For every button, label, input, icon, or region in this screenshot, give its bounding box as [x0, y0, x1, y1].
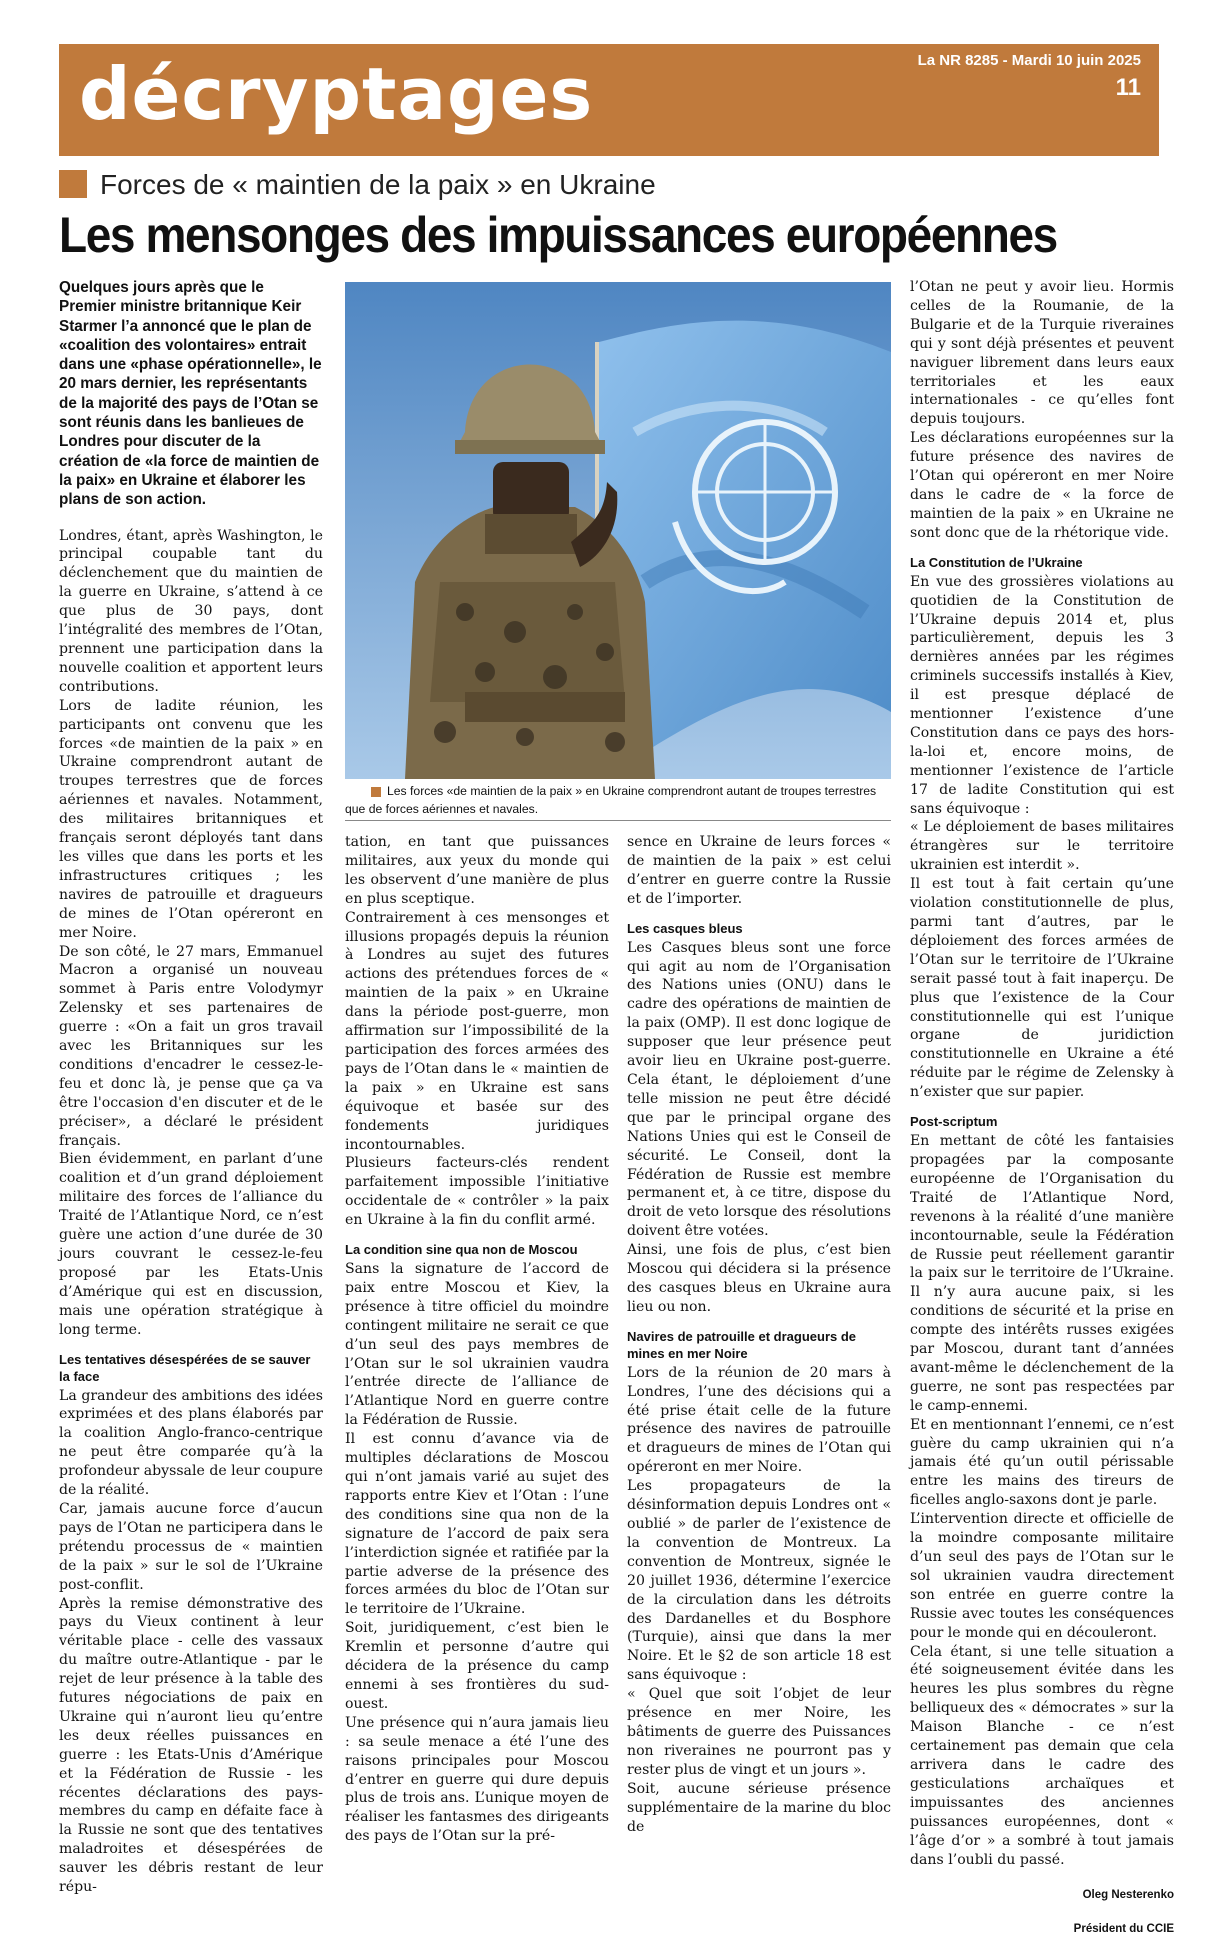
- article-paragraph: Cela étant, si une telle situation a été soigneusement évitée dans les heures les plus sombres du règne belliqueux des « démocrates » sur la Maison Blanche - ce n’est certainement pas demain que cela arrivera dans le cadre des gesticulations archaïques et impuissantes des anciennes puissances européennes, dont « l’âge d’or » a sombré à tout jamais dans l’oubli du passé.: [910, 1643, 1174, 1868]
- article-paragraph: De son côté, le 27 mars, Emmanuel Macron a organisé un nouveau sommet à Paris entre Volodymyr Zelensky et ses partenaires de guerre : «On a fait un gros travail avec les Britanniques sur les conditions d'encadrer le cessez-le-feu et donc là, je pense que ça va être l'occasion d'en discuter et de le préciser», a déclaré le président français.: [59, 943, 323, 1149]
- article-paragraph: Londres, étant, après Washington, le principal coupable tant du déclenchement que du maintien de la guerre en Ukraine, s’attend à ce que plus de 30 pays, dont l’intégralité des membres de l’Otan, prennent une participation dans la nouvelle coalition et apportent leurs contributions.: [59, 527, 323, 695]
- article-paragraph: « Quel que soit l’objet de leur présence en mer Noire, les bâtiments de guerre des Puissances non riveraines ne pourront pas y rester plus de vingt et un jours ».: [627, 1686, 891, 1778]
- article-paragraph: Les déclarations européennes sur la future présence des navires de l’Otan qui opéreront en mer Noire dans le cadre de « la force de maintien de la paix » en Ukraine ne sont donc que de la rhétorique vide.: [910, 430, 1174, 541]
- photo-peacekeeper: [345, 282, 891, 779]
- article-paragraph: Les Casques bleus sont une force qui agit au nom de l’Organisation des Nations unies (ONU) dans le cadre des opérations de maintien de la paix (OMP). Il est donc logique de supposer que leur présence peut avoir lieu en Ukraine post-guerre. Cela étant, le déploiement d’une telle mission ne peut être décidé que par le principal organe des Nations Unies qui est le Conseil de sécurité. Le Conseil, dont la Fédération de Russie est membre permanent et, à ce titre, dispose du droit de veto lorsque des résolutions doivent être votées.: [627, 939, 891, 1240]
- article-paragraph: Sans la signature de l’accord de paix entre Moscou et Kiev, la présence à titre officiel du moindre contingent militaire ne serait ce que d’un seul des pays membres de l’Otan sur le sol ukrainien vaudra l’entrée directe de l’alliance de l’Atlantique Nord en guerre contre la Fédération de Russie.: [345, 1261, 609, 1429]
- article-paragraph: Contrairement à ces mensonges et illusions propagés depuis la réunion à Londres au sujet des futures actions des prétendues forces de « maintien de la paix » en Ukraine dans la période post-guerre, mon affirmation sur l’impossibilité de la participation des forces armées des pays de l’Otan dans le « maintien de la paix » en Ukraine est sans équivoque et basée sur des fondements juridiques incontournables.: [345, 909, 609, 1153]
- rubric-title: décryptages: [79, 52, 594, 136]
- article-paragraph: « Le déploiement de bases militaires étrangères sur le territoire ukrainien est interdit ».: [910, 819, 1174, 874]
- section-heading: Post-scriptum: [910, 1114, 998, 1130]
- article-paragraph: Soit, aucune sérieuse présence supplémentaire de la marine du bloc de: [627, 1780, 891, 1835]
- article-paragraph: Ainsi, une fois de plus, c’est bien Moscou qui décidera si la présence des casques bleus en Ukraine aura lieu ou non.: [627, 1242, 891, 1315]
- kicker: Forces de « maintien de la paix » en Ukraine: [100, 169, 656, 200]
- article-paragraph: Il est connu d’avance via de multiples déclarations de Moscou qui n’ont jamais varié au sujet des rapports entre Kiev et l’Otan : l’une des conditions sine qua non de la signature de l’accord de paix sera l’interdiction signée et ratifiée par la partie adverse de la présence des forces armées du bloc de l’Otan sur le territoire de l’Ukraine.: [345, 1431, 609, 1618]
- article-paragraph: L’intervention directe et officielle de la moindre composante militaire d’un seul des pays de l’Otan sur le sol ukrainien vaudra directement son entrée en guerre contre la Russie avec toutes les conséquences pour le monde qui en découleront.: [910, 1511, 1174, 1641]
- article-paragraph: Soit, juridiquement, c’est bien le Kremlin et personne d’autre qui décidera de la présence du camp ennemi à ses frontières du sud-ouest.: [345, 1620, 609, 1712]
- article-paragraph: Les propagateurs de la désinformation depuis Londres ont « oublié » de parler de l’existence de la convention de Montreux. La convention de Montreux, signée le 20 juillet 1936, détermine l’exercice de la circulation dans les détroits des Dardanelles et du Bosphore (Turquie), ainsi que dans la mer Noire. Et le §2 de son article 18 est sans équivoque :: [627, 1478, 891, 1684]
- caption-square: [371, 787, 381, 797]
- section-heading: La condition sine qua non de Moscou: [345, 1242, 578, 1258]
- article-paragraph: Une présence qui n’aura jamais lieu : sa seule menace a été l’une des raisons principales pour Moscou d’entrer en guerre qui dure depuis plus de trois ans. L’unique moyen de réaliser les fantasmes des dirigeants des pays de l’Otan sur la pré-: [345, 1714, 609, 1845]
- page-number: 11: [1115, 74, 1141, 101]
- kicker-square: [59, 170, 87, 198]
- article-paragraph: En mettant de côté les fantaisies propagées par la composante européenne de l’Organisation du Traité de l’Atlantique Nord, revenons à la réalité d’une manière incontournable, seule la Fédération de Russie peut réellement garantir la paix sur le territoire de l’Ukraine. Il n’y aura aucune paix, si les conditions de sécurité et la prise en compte des intérêts russes exigées par Moscou, durant tant d’années avant-même le déclenchement de la guerre, ne sont pas respectées par le camp-ennemi.: [910, 1133, 1174, 1414]
- article-paragraph: Après la remise démonstrative des pays du Vieux continent à leur véritable place - celle des vassaux du maître outre-Atlantique - par le rejet de leur présence à la table des futures négociations de paix en Ukraine qui n’auront lieu qu’entre les deux réelles puissances en guerre : les Etats-Unis d’Amérique et la Fédération de Russie - les récentes déclarations des pays-membres du camp en défaite face à la Russie ne sont que des tentatives maladroites et désespérées de sauver les débris restant de leur répu-: [59, 1595, 323, 1896]
- article-paragraph: Lors de la réunion de 20 mars à Londres, l’une des décisions qui a été prise était celle de la future présence des navires de patrouille et dragueurs de mines de l’Otan qui opéreront en mer Noire.: [627, 1364, 891, 1476]
- photo-caption: [345, 782, 891, 821]
- article-paragraph: sence en Ukraine de leurs forces « de maintien de la paix » est celui d’entrer en guerre contre la Russie et de l’importer.: [627, 834, 891, 907]
- masthead-band: [59, 44, 1159, 156]
- article-paragraph: Bien évidemment, en parlant d’une coalition et d’un grand déploiement militaire des forces de l’alliance du Traité de l’Atlantique Nord, ce n’est guère une action d’une durée de 30 jours couvrant le cessez-le-feu proposé par les Etats-Unis d’Amérique qui est en discussion, mais une opération stratégique à long terme.: [59, 1151, 323, 1338]
- article-column-3: [627, 833, 891, 1836]
- article-column-4: [910, 278, 1174, 1937]
- article-paragraph: l’Otan ne peut y avoir lieu. Hormis celles de la Roumanie, de la Bulgarie et de la Turquie riveraines qui y sont déjà présentes et peuvent naviguer librement dans leurs eaux territoriales et les eaux internationales - ce qu’elles font depuis toujours.: [910, 279, 1174, 428]
- headline: Les mensonges des impuissances européennes: [59, 207, 1057, 263]
- article-paragraph: Car, jamais aucune force d’aucun pays de l’Otan ne participera dans le prétendu processus de « maintien de la paix » sur le sol de l’Ukraine post-conflit.: [59, 1500, 323, 1593]
- section-heading: Les casques bleus: [627, 920, 743, 936]
- article-paragraph: tation, en tant que puissances militaires, aux yeux du monde qui les observent d’une manière de plus en plus sceptique.: [345, 834, 609, 907]
- article-paragraph: La grandeur des ambitions des idées exprimées et des plans élaborés par la coalition Anglo-franco-centrique ne peut être comparée qu’à la profondeur abyssale de leur coupure de la réalité.: [59, 1387, 323, 1499]
- article-column-1: [59, 278, 323, 1897]
- article-lead: Quelques jours après que le Premier ministre britannique Keir Starmer l’a annoncé que le plan de «coalition des volontaires» entrait dans une «phase opérationnelle», le 20 mars dernier, les représentants de la majorité des pays de l’Otan se sont réunis dans les banlieues de Londres pour discuter de la création de «la force de maintien de la paix» en Ukraine et élaborer les plans de son action.: [59, 279, 322, 509]
- section-heading: Navires de patrouille et dragueurs de mines en mer Noire: [627, 1328, 857, 1361]
- article-paragraph: Et en mentionnant l’ennemi, ce n’est guère du camp ukrainien qui n’a jamais été qu’un outil périssable entre les mains des tireurs de ficelles anglo-saxons dont je parle.: [910, 1416, 1174, 1509]
- edition-info: La NR 8285 - Mardi 10 juin 2025: [917, 52, 1141, 69]
- article-column-2: [345, 833, 609, 1846]
- photo-caption-text: Les forces «de maintien de la paix » en Ukraine comprendront autant de troupes terrestres que de forces aériennes et navales.: [345, 784, 877, 816]
- section-heading: La Constitution de l’Ukraine: [910, 554, 1083, 570]
- author-name: Oleg Nesterenko: [1082, 1889, 1174, 1902]
- section-heading: Les tentatives désespérées de se sauver la face: [59, 1351, 311, 1384]
- author-title: Président du CCIE: [1073, 1923, 1174, 1936]
- article-paragraph: En vue des grossières violations au quotidien de la Constitution de l’Ukraine depuis 2014 et, plus particulièrement, depuis les 3 dernières années par les régimes criminels successifs installés à Kiev, il est presque déplacé de mentionner l’existence d’une Constitution dans ce pays des hors-la-loi et, encore moins, de mentionner l’existence de l’article 17 de ladite Constitution qui est sans équivoque :: [910, 573, 1174, 817]
- article-paragraph: Plusieurs facteurs-clés rendent parfaitement impossible l’initiative occidentale de « contrôler » la paix en Ukraine à la fin du conflit armé.: [345, 1155, 609, 1229]
- article-paragraph: Lors de ladite réunion, les participants ont convenu que les forces «de maintien de la paix » en Ukraine comprendront autant de troupes terrestres que de forces aériennes et navales. Notamment, des militaires britanniques et français seront déployés tant dans les villes que dans les ports et les infrastructures critiques ; les navires de patrouille et dragueurs de mines de l’Otan opéreront en mer Noire.: [59, 697, 323, 941]
- article-paragraph: Il est tout à fait certain qu’une violation constitutionnelle de plus, parmi tant d’autres, par le déploiement des forces armées de l’Otan sur le territoire de l’Ukraine serait passé tout à fait inaperçu. De plus que l’existence de la Cour constitutionnelle qui est l’unique organe de juridiction constitutionnelle en Ukraine a été réduite par le régime de Zelensky à n’exister que sur papier.: [910, 876, 1174, 1101]
